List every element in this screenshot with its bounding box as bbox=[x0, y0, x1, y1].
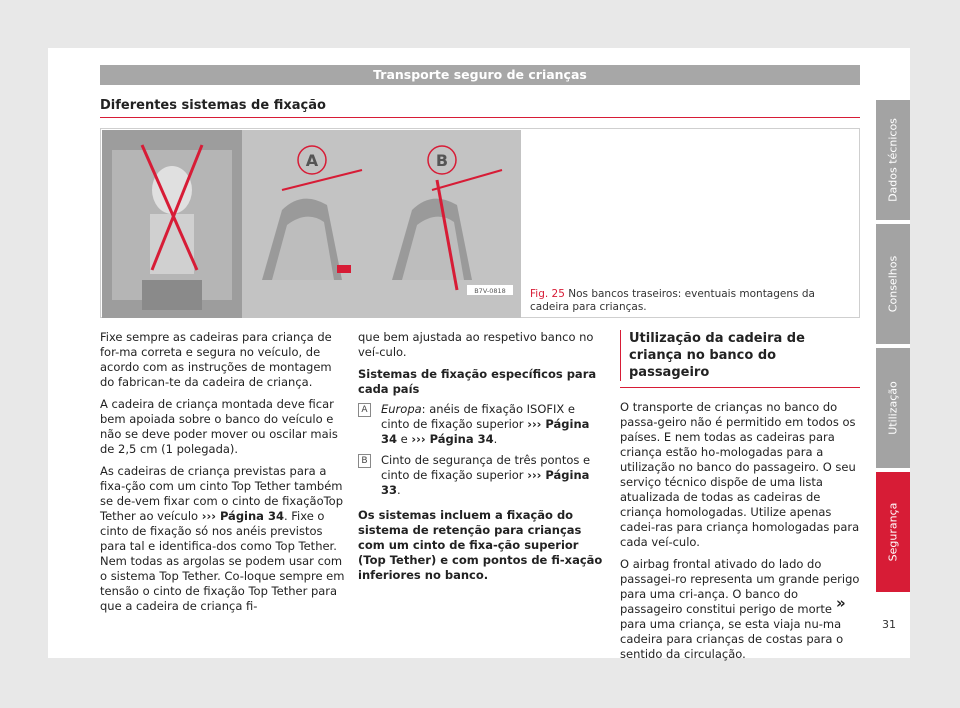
paragraph: O transporte de crianças no banco do passa-geiro não é permitido em todos os países. E nem todas as cadeiras para criança estão ho-mologadas para a utilização no banco do passageiro. O seu serviço técnico dispõe de uma lista atualizada de todas as cadeiras de criança homologadas. Utilize apenas cadei-ras para criança homologadas para cada veí-culo. bbox=[620, 400, 860, 549]
text: Cinto de segurança de três pontos e cinto de fixação superior bbox=[381, 453, 591, 482]
tab-label: Segurança bbox=[886, 502, 900, 562]
text-italic: Europa bbox=[381, 402, 422, 416]
text: e bbox=[397, 432, 412, 446]
tab-conselhos[interactable] bbox=[876, 224, 910, 344]
section-title: Diferentes sistemas de fixação bbox=[100, 98, 326, 113]
page-reference-link[interactable]: ››› Página 34 bbox=[201, 509, 284, 523]
list-item bbox=[358, 453, 603, 498]
tab-dados-tecnicos[interactable] bbox=[876, 100, 910, 220]
paragraph: A cadeira de criança montada deve ficar bem apoiada sobre o banco do veículo e não se deve poder mover ou oscilar mais de 2,5 cm (1 polegada). bbox=[100, 397, 338, 456]
page-reference-link[interactable]: ››› Página 34 bbox=[411, 432, 494, 446]
text: . Fixe o cinto de fixação só nos anéis previstos para tal e identifica-dos como Top Tether. Nem todas as argolas se podem usar com o sistema Top Tether. Co-loque sempre em tensão o cinto de fixação Top Tether para que a cadeira de criança fi- bbox=[100, 509, 345, 613]
text: As cadeiras de criança previstas para a fixa-ção com um cinto Top Tether também se de-vem fixar com o cinto de fixaçãoTop Tether ao veículo bbox=[100, 464, 344, 523]
paragraph: que bem ajustada ao respetivo banco no veí-culo. bbox=[358, 330, 594, 359]
paragraph: Fixe sempre as cadeiras para criança de for-ma correta e segura no veículo, de acordo com as instruções de montagem do fabrican-te da cadeira de criança. bbox=[100, 330, 332, 389]
tab-label: Utilização bbox=[886, 381, 900, 435]
text: . bbox=[493, 432, 498, 446]
tab-label: Conselhos bbox=[886, 255, 900, 313]
tab-utilizacao[interactable] bbox=[876, 348, 910, 468]
paragraph bbox=[100, 464, 345, 614]
figure-caption bbox=[530, 288, 850, 314]
page-number: 31 bbox=[882, 618, 896, 631]
column-3 bbox=[620, 330, 860, 669]
page-header: Transporte seguro de crianças bbox=[100, 65, 860, 85]
list-item bbox=[358, 402, 603, 447]
figure-label-a: A bbox=[305, 151, 319, 170]
marker-a: A bbox=[358, 403, 371, 417]
page-reference-link[interactable]: ››› Página 34 bbox=[381, 417, 590, 446]
figure-illustration bbox=[102, 130, 521, 318]
figure-caption-label: Fig. 25 bbox=[530, 288, 565, 300]
figure-code: B7V-0818 bbox=[474, 287, 506, 295]
page-reference-link[interactable]: ››› Página 33 bbox=[381, 468, 590, 497]
text: : anéis de fixação ISOFIX e cinto de fixação superior bbox=[381, 402, 576, 431]
tab-seguranca[interactable] bbox=[876, 472, 910, 592]
text: . bbox=[397, 483, 401, 497]
subsection-heading: Utilização da cadeira de criança no banco do passageiro bbox=[620, 330, 860, 381]
bold-paragraph: Os sistemas incluem a fixação do sistema de retenção para crianças com um cinto de fixa-ção superior (Top Tether) e com pontos de fi-xação inferiores no banco. bbox=[358, 508, 603, 582]
figure-label-b: B bbox=[435, 151, 449, 170]
column-1 bbox=[100, 330, 345, 621]
figure-caption-text: Nos bancos traseiros: eventuais montagens da cadeira para crianças. bbox=[530, 288, 815, 313]
continue-icon: » bbox=[836, 594, 846, 612]
subsection-rule bbox=[620, 387, 860, 388]
tab-label: Dados técnicos bbox=[886, 118, 900, 202]
paragraph: O airbag frontal ativado do lado do passagei-ro representa um grande perigo para uma cri-ança. O banco do passageiro constitui perigo de morte para uma criança, se esta viaja nu-ma cadeira para crianças de costas para o sentido da circulação. bbox=[620, 557, 860, 661]
column-2 bbox=[358, 330, 603, 590]
marker-b: B bbox=[358, 454, 371, 468]
section-rule bbox=[100, 117, 860, 118]
subheading: Sistemas de fixação específicos para cada país bbox=[358, 367, 597, 396]
